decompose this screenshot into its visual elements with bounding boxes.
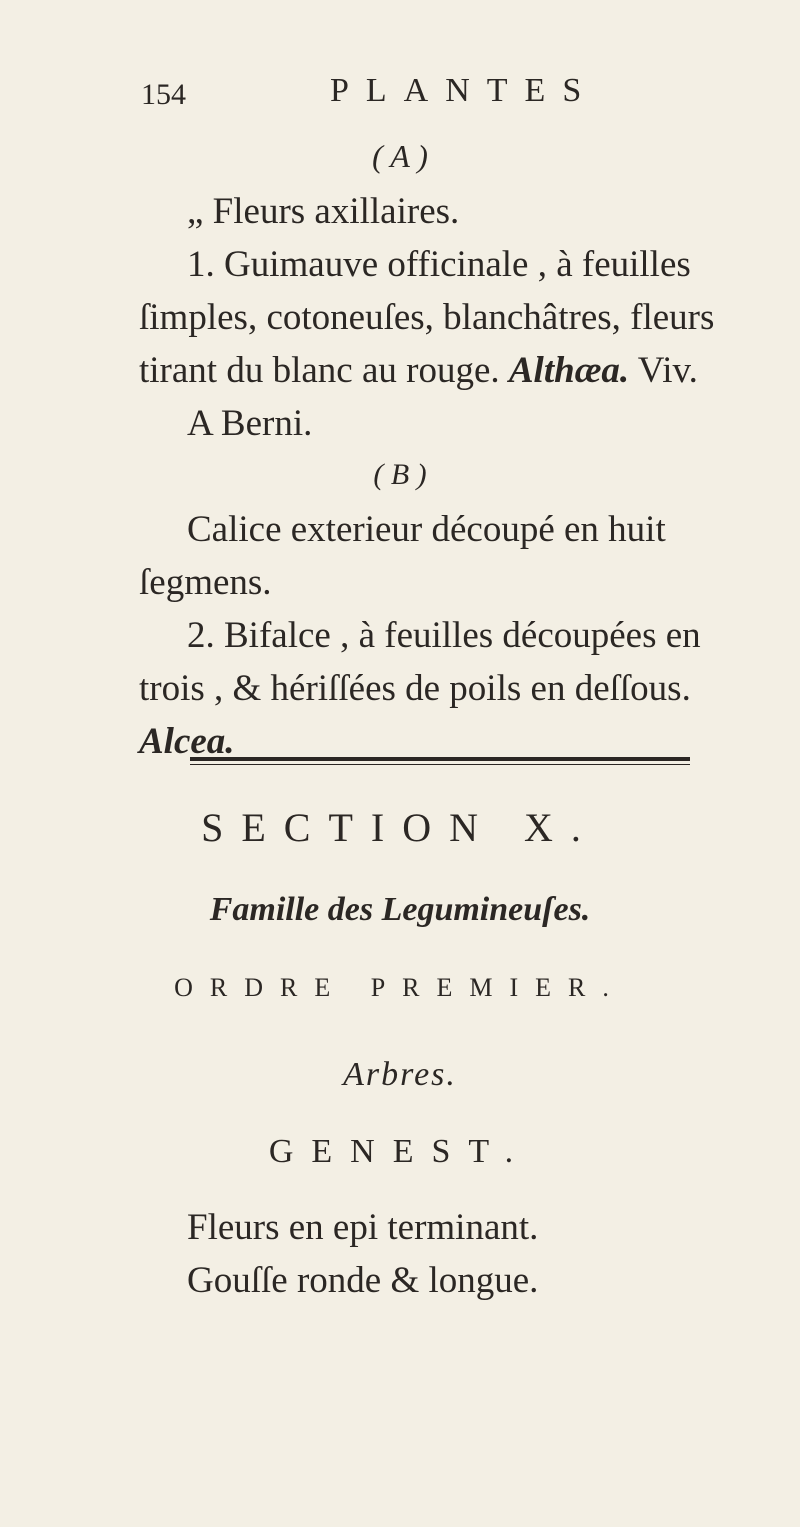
text-line: „ Fleurs axillaires. bbox=[187, 191, 460, 232]
genus-title: GENEST. bbox=[268, 1133, 532, 1170]
text-line-with-latin bbox=[139, 352, 698, 389]
text-line: ſegmens. bbox=[139, 562, 272, 603]
text-segment: tirant du blanc au rouge. bbox=[139, 350, 500, 391]
text-line: Fleurs en epi terminant. bbox=[187, 1207, 539, 1248]
text-line: 1. Guimauve officinale , à feuilles bbox=[187, 244, 691, 285]
text-line: 2. Bifalce , à feuilles découpées en bbox=[187, 615, 701, 656]
text-line: Calice exterieur découpé en huit bbox=[187, 509, 666, 550]
abbrev-viv: Viv. bbox=[637, 350, 698, 391]
running-title: PLANTES bbox=[330, 72, 599, 109]
group-title: Arbres. bbox=[343, 1056, 457, 1093]
latin-name-althaea: Althæa. bbox=[508, 350, 630, 391]
page-number: 154 bbox=[141, 78, 186, 111]
section-divider-thin bbox=[190, 764, 690, 765]
section-divider bbox=[190, 757, 690, 761]
marker-b: ( B ) bbox=[373, 458, 427, 491]
marker-a: ( A ) bbox=[372, 138, 428, 174]
latin-name-alcea: Alcea. bbox=[139, 721, 235, 762]
text-line: Gouſſe ronde & longue. bbox=[187, 1260, 539, 1301]
family-title: Famille des Legumineuſes. bbox=[209, 891, 591, 928]
text-line: ſimples, cotoneuſes, blanchâtres, fleurs bbox=[139, 297, 715, 338]
text-line: trois , & hériſſées de poils en deſſous. bbox=[139, 668, 691, 709]
order-title: ORDRE PREMIER. bbox=[174, 973, 626, 1002]
text-line: A Berni. bbox=[187, 403, 313, 444]
section-title: SECTION X. bbox=[201, 805, 599, 850]
